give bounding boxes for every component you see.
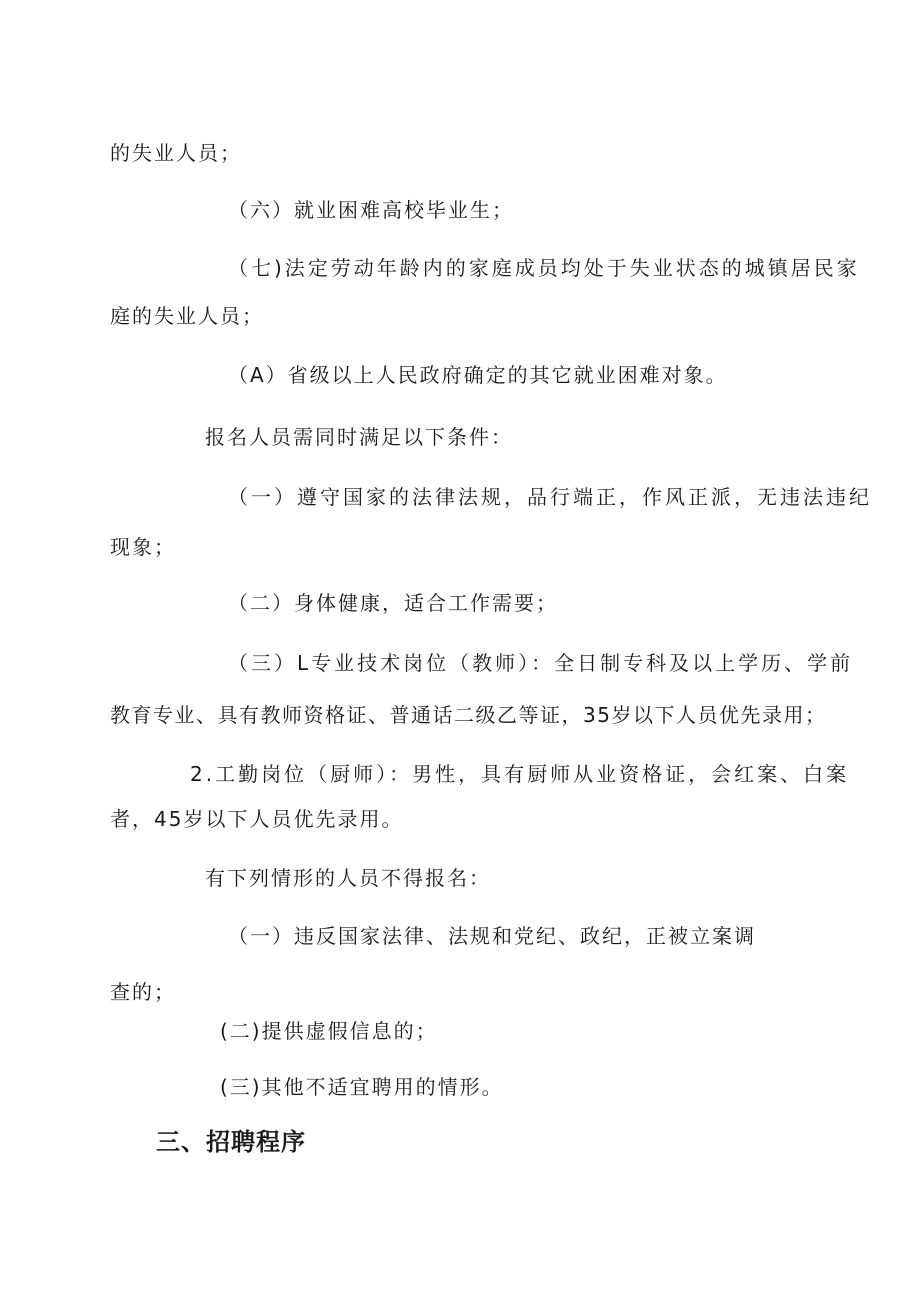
text-line: 查的； <box>110 980 176 1004</box>
text-line: 报名人员需同时满足以下条件： <box>205 425 513 449</box>
section-heading: 三、招聘程序 <box>156 1128 306 1156</box>
text-line: （二）身体健康，适合工作需要； <box>228 591 558 615</box>
text-line: 有下列情形的人员不得报名： <box>205 866 491 890</box>
text-line: (二)提供虚假信息的； <box>220 1019 438 1043</box>
text-line: 现象； <box>110 535 176 559</box>
text-line: （三）L专业技术岗位（教师）：全日制专科及以上学历、学前 <box>228 651 854 675</box>
text-line: 的失业人员； <box>110 141 242 165</box>
text-line: （七)法定劳动年龄内的家庭成员均处于失业状态的城镇居民家 <box>228 256 860 280</box>
text-line: （A）省级以上人民政府确定的其它就业困难对象。 <box>228 363 728 387</box>
text-line: (三)其他不适宜聘用的情形。 <box>220 1075 504 1099</box>
text-line: 庭的失业人员； <box>110 304 264 328</box>
text-line: （一）违反国家法律、法规和党纪、政纪，正被立案调 <box>228 924 756 948</box>
text-line: 2.工勤岗位（厨师）：男性，具有厨师从业资格证，会红案、白案 <box>190 762 850 786</box>
text-line: （一）遵守国家的法律法规，品行端正，作风正派，无违法违纪 <box>228 485 872 509</box>
text-line: 者，45岁以下人员优先录用。 <box>110 807 404 831</box>
text-line: 教育专业、具有教师资格证、普通话二级乙等证，35岁以下人员优先录用； <box>110 703 827 727</box>
text-line: （六）就业困难高校毕业生； <box>228 198 514 222</box>
